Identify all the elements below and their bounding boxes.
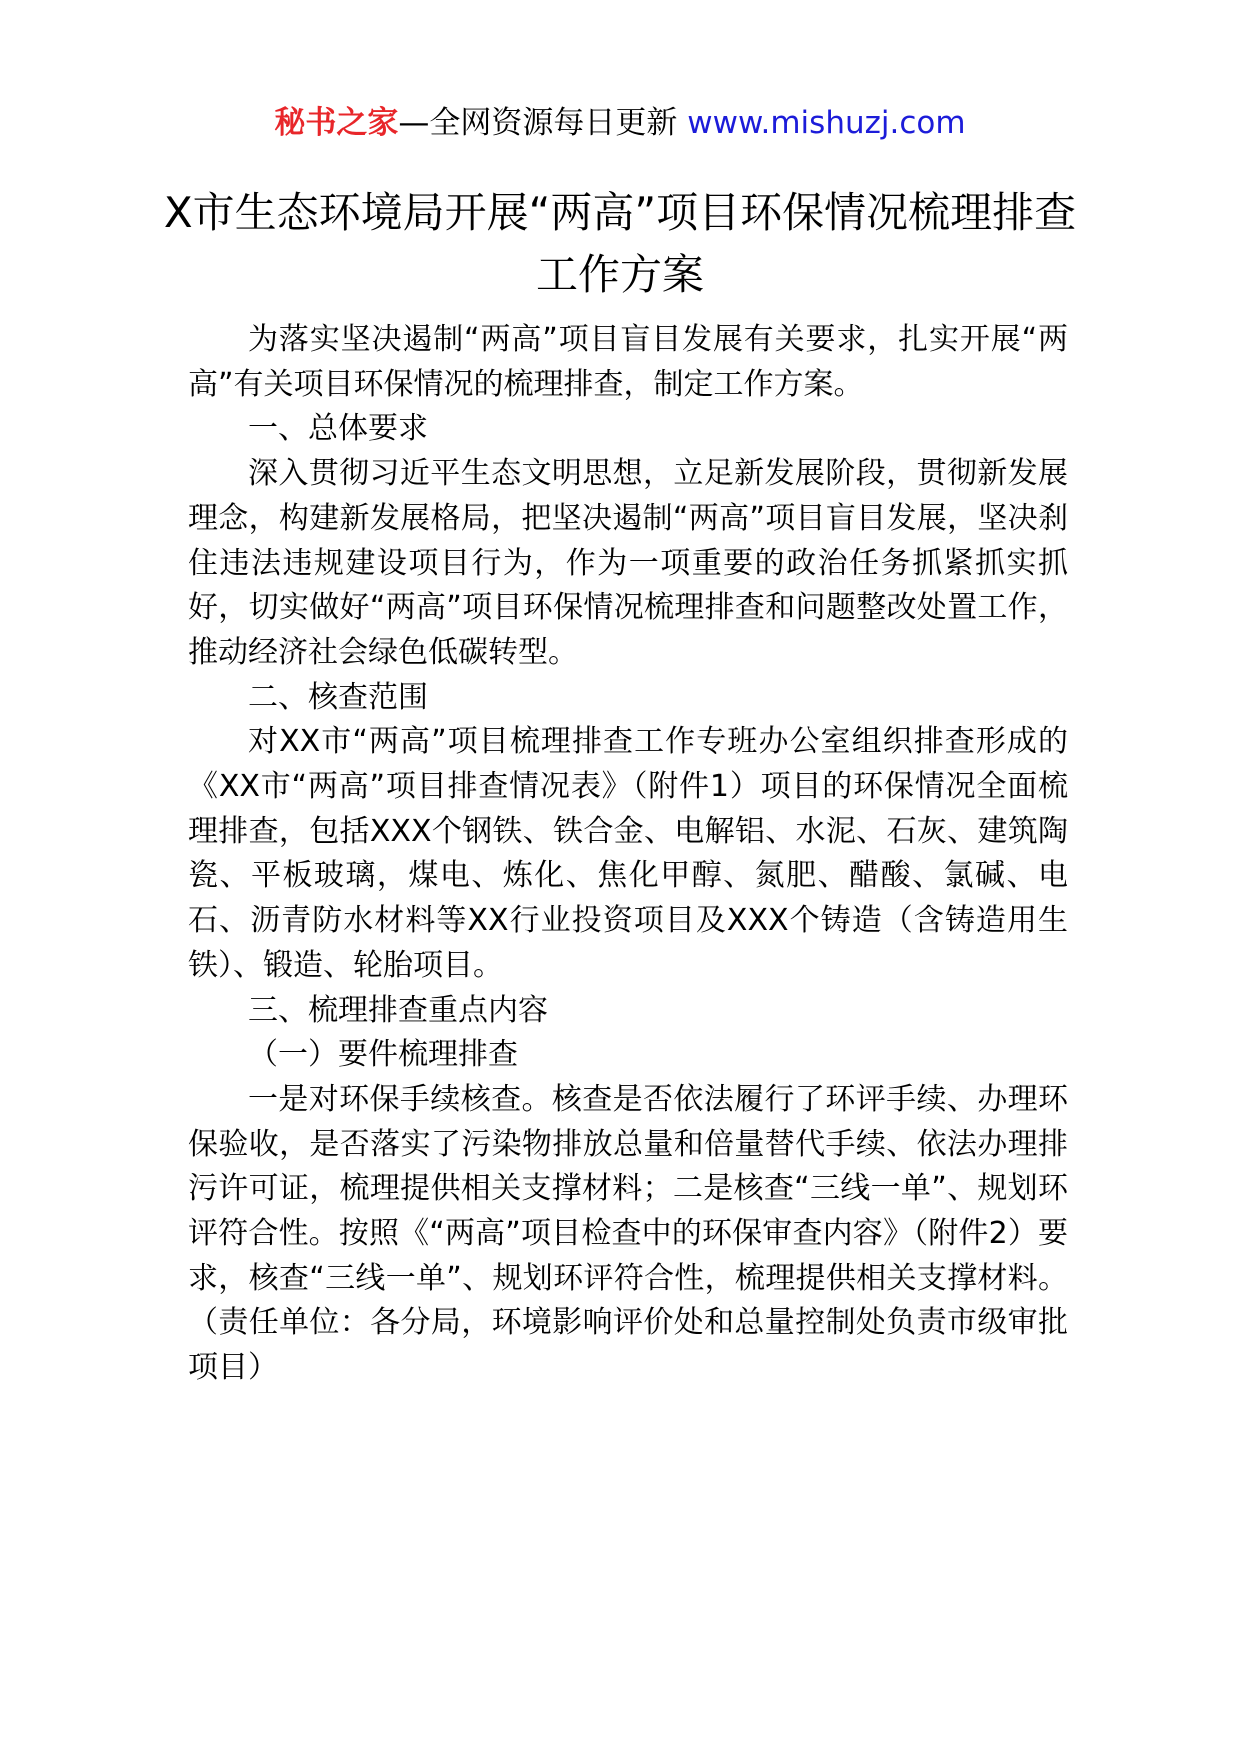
site-url-link[interactable]: www.mishuzj.com	[687, 105, 966, 141]
documents-review-paragraph: 一是对环保手续核查。核查是否依法履行了环评手续、办理环保验收，是否落实了污染物排放总量和倍量替代手续、依法办理排污许可证，梳理提供相关支撑材料；二是核查“三线一单”、规划环评符合性。按照《“两高”项目检查中的环保审查内容》（附件2）要求，核查“三线一单”、规划环评符合性，梳理提供相关支撑材料。（责任单位：各分局，环境影响评价处和总量控制处负责市级审批项目）	[188, 1081, 1068, 1386]
section-heading-scope: 二、核查范围	[248, 679, 428, 715]
subsection-heading-documents-review: （一）要件梳理排查	[248, 1037, 518, 1073]
document-title: X市生态环境局开展“两高”项目环保情况梳理排查工作方案	[163, 188, 1077, 299]
intro-paragraph: 为落实坚决遏制“两高”项目盲目发展有关要求，扎实开展“两高”有关项目环保情况的梳理排查，制定工作方案。	[188, 322, 1068, 402]
site-header	[0, 100, 1240, 146]
general-requirements-paragraph: 深入贯彻习近平生态文明思想，立足新发展阶段，贯彻新发展理念，构建新发展格局，把坚决遏制“两高”项目盲目发展，坚决刹住违法违规建设项目行为，作为一项重要的政治任务抓紧抓实抓好，切实做好“两高”项目环保情况梳理排查和问题整改处置工作，推动经济社会绿色低碳转型。	[188, 456, 1068, 670]
section-heading-general-requirements: 一、总体要求	[248, 411, 428, 447]
scope-paragraph: 对XX市“两高”项目梳理排查工作专班办公室组织排查形成的《XX市“两高”项目排查情况表》（附件1）项目的环保情况全面梳理排查，包括XXX个钢铁、铁合金、电解铝、水泥、石灰、建筑陶瓷、平板玻璃，煤电、炼化、焦化甲醇、氮肥、醋酸、氯碱、电石、沥青防水材料等XX行业投资项目及XXX个铸造（含铸造用生铁）、锻造、轮胎项目。	[188, 724, 1068, 983]
site-tagline: —全网资源每日更新	[398, 105, 688, 141]
site-brand: 秘书之家	[274, 105, 399, 141]
section-heading-key-content: 三、梳理排查重点内容	[248, 992, 548, 1028]
document-body	[188, 318, 1068, 1391]
